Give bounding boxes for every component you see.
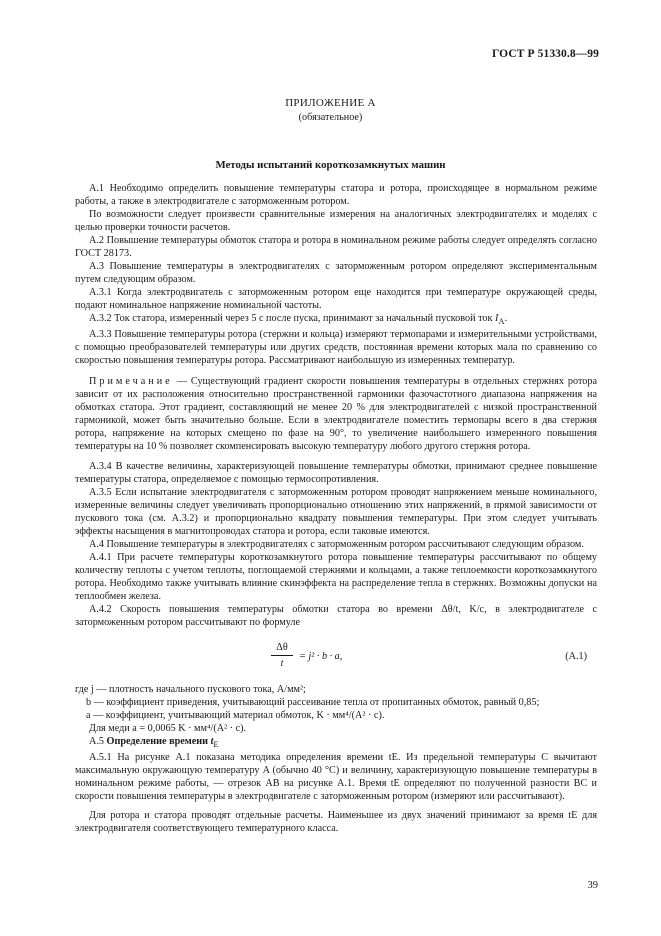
annex-title: ПРИЛОЖЕНИЕ А bbox=[285, 97, 376, 109]
paragraph-a2: А.2 Повышение температуры обмоток статора и ротора в номинальном режиме работы следует определять согласно ГОСТ 28173. bbox=[75, 235, 597, 259]
paragraph-a3-3: А.3.3 Повышение температуры ротора (стержни и кольца) измеряют термопарами и измерительными устройствами, с помощью преобразователей температуры или других средств, постоянная времени которых мала по сравнению со скоростью повышения температуры ротора. Рассматривают наибольшую из измеренных температур. bbox=[75, 329, 597, 367]
paragraph-a5-number: А.5 bbox=[89, 736, 107, 748]
document-body bbox=[75, 182, 597, 835]
section-title: Методы испытаний короткозамкнутых машин bbox=[215, 159, 446, 171]
formula-number: (А.1) bbox=[565, 651, 587, 663]
time-te-subscript: E bbox=[213, 739, 219, 750]
paragraph-a5-2: Для ротора и статора проводят отдельные расчеты. Наименьшее из двух значений принимают за время tE для электродвигателя соответствующего температурного класса. bbox=[75, 810, 597, 835]
paragraph-a4-2: А.4.2 Скорость повышения температуры обмотки статора во времени Δθ/t, K/c, в электродвигателе с заторможенным ротором рассчитывают по формуле bbox=[75, 604, 597, 629]
paragraph-a1-comparative: По возможности следует произвести сравнительные измерения на аналогичных электродвигателях и моделях с целью проверки точности расчетов. bbox=[75, 209, 597, 233]
time-te-symbol: t bbox=[210, 736, 214, 748]
paragraph-a5-title: Определение времени bbox=[106, 736, 211, 748]
paragraph-a3-2: А.3.2 Ток статора, измеренный через 5 с после пуска, принимают за начальный пусковой ток $I_А$. bbox=[89, 313, 508, 327]
paragraph-a4: А.4 Повышение температуры в электродвигателях с заторможенным ротором рассчитывают следующим образом. bbox=[89, 539, 584, 551]
formula-a1 bbox=[75, 641, 597, 675]
formula-fraction bbox=[271, 641, 293, 670]
page-number: 39 bbox=[587, 880, 598, 891]
annex-status: (обязательное) bbox=[298, 112, 363, 123]
formula-denominator: t bbox=[280, 658, 284, 670]
starting-current-subscript: А bbox=[498, 316, 505, 327]
where-a: a — коэффициент, учитывающий материал обмоток, K · мм⁴/(A² · c). bbox=[86, 710, 385, 722]
paragraph-a3: А.3 Повышение температуры в электродвигателях с заторможенным ротором определяют экспериментальным путем следующим образом. bbox=[75, 261, 597, 285]
formula-numerator: Δθ bbox=[271, 641, 293, 656]
paragraph-a5-1: А.5.1 На рисунке А.1 показана методика определения времени tE. Из предельной температуры C вычитают максимальную окружающую температуру A (обычно 40 °С) и величину, характеризующую повышение температуры в номинальном режиме работы, — отрезок AB на рисунке А.1. Время tE определяют по полученной разности BC и скорости повышения температуры в электродвигателе с заторможенным ротором (измеряют или рассчитывают). bbox=[75, 752, 597, 803]
copper-coefficient: Для меди a = 0,0065 K · мм⁴/(A² · c). bbox=[89, 723, 247, 735]
note-text: — Существующий градиент скорости повышения температуры в отдельных стержнях ротора зависит от их расположения относительно пространственной гармоники фазочастотного диапазона напряжения на обмотках статора. Этот градиент, составляющий не менее 20 % для электродвигателей с низкой пространственной гармоникой, может быть значительно больше. Если в электродвигателе поместить термопары всего в два стержня ротора, напряжение на которых смещено по фазе на 90°, то увеличение наибольшего измеренного повышения температуры на 10 % позволяет скомпенсировать высокую температуру любого другого стержня ротора. bbox=[75, 376, 597, 453]
formula-rhs: = j² · b · a, bbox=[299, 651, 343, 663]
paragraph-a1: А.1 Необходимо определить повышение температуры статора и ротора, происходящее в нормальном режиме работы, а также в электродвигателе с заторможенным ротором. bbox=[75, 183, 597, 207]
paragraph-a3-4: А.3.4 В качестве величины, характеризующей повышение температуры обмотки, принимают среднее повышение температуры статора, определяемое с помощью термосопротивления. bbox=[75, 461, 597, 486]
where-b: b — коэффициент приведения, учитывающий рассеивание тепла от пропитанных обмоток, равный 0,85; bbox=[86, 697, 540, 709]
paragraph-a3-1: А.3.1 Когда электродвигатель с заторможенным ротором еще находится при температуре окружающей среды, подают номинальное напряжение номинальной частоты. bbox=[75, 287, 597, 311]
paragraph-a4-1: А.4.1 При расчете температуры короткозамкнутого ротора повышение температуры рассчитывают по общему количеству теплоты с учетом теплоты, поглощаемой стержнями и кольцами, а также теплоемкости короткозамкнутого ротора. Необходимо также учитывать влияние скинэффекта на распределение тепла в стержнях. Возможны допуски на теплообмен железа. bbox=[75, 552, 597, 603]
starting-current-symbol: I bbox=[495, 313, 499, 324]
standard-code: ГОСТ Р 51330.8—99 bbox=[492, 48, 599, 60]
note-label: Примечание bbox=[89, 376, 173, 388]
where-j: где j — плотность начального пускового тока, А/мм²; bbox=[75, 684, 306, 696]
note bbox=[75, 375, 597, 453]
paragraph-a3-5: А.3.5 Если испытание электродвигателя с заторможенным ротором проводят напряжением меньше номинального, измеренные величины следует увеличивать пропорционально отношению этих напряжений, в прямой зависимости от пускового тока (см. А.3.2) и пропорционально квадрату повышения температуры. При этом следует учитывать эффекты насыщения в магнитопроводах статора и ротора, если таковые имеются. bbox=[75, 487, 597, 538]
paragraph-a5 bbox=[75, 735, 597, 751]
paragraph-a3-2-text: А.3.2 Ток статора, измеренный через 5 с после пуска, принимают за начальный пусковой ток bbox=[89, 313, 496, 324]
